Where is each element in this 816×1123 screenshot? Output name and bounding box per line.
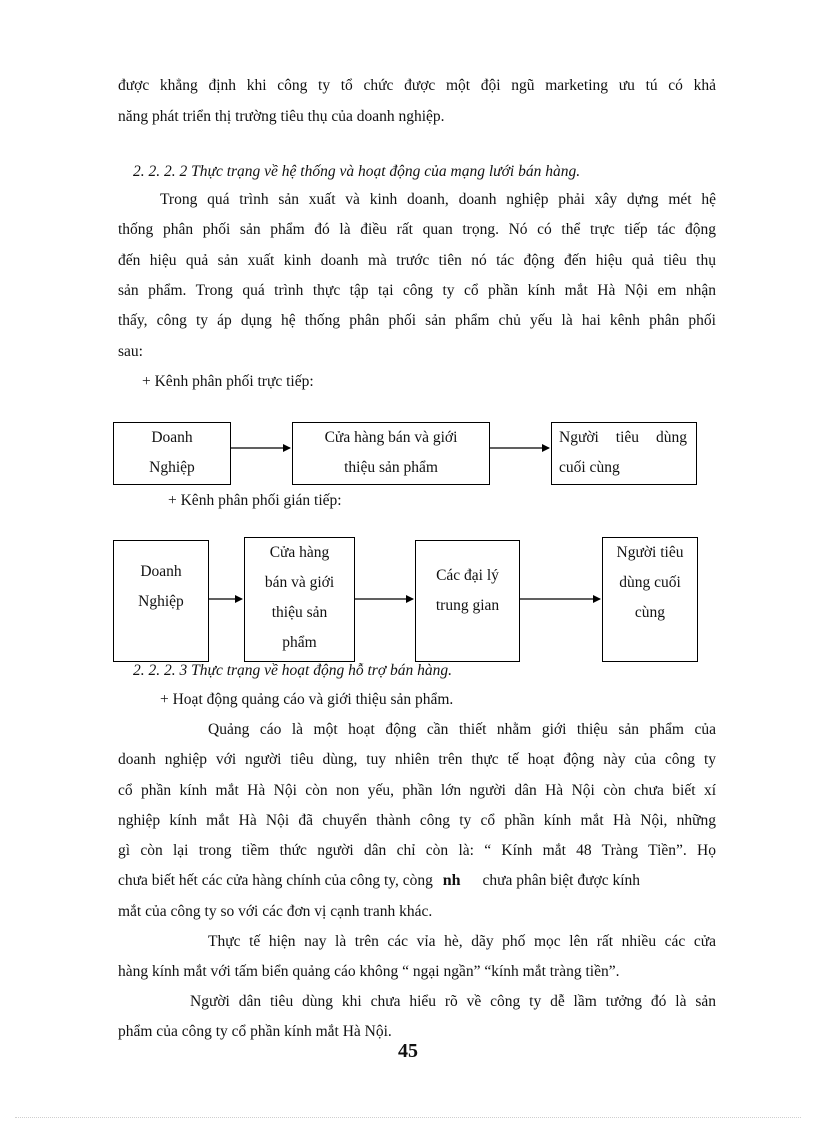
box-text: Cửa hàng [269,544,330,561]
section-heading: 2. 2. 2. 2 Thực trạng về hệ thống và hoạt động của mạng lưới bán hàng. [133,163,581,180]
paragraph-line: Quảng cáo là một hoạt động cần thiết nhằm giới thiệu sản phẩm của [208,721,716,738]
channel-label: + Kênh phân phối gián tiếp: [168,492,342,509]
box-text: cùng [634,604,666,621]
paragraph-line: Thực tế hiện nay là trên các vỉa hè, dãy phố mọc lên rất nhiều các cửa [208,933,716,950]
box-text: Các đại lý [436,567,499,584]
box-text: Nghiệp [149,459,195,476]
paragraph-line: sản phẩm. Trong quá trình thực tập tại công ty cổ phần kính mắt Hà Nội em nhận [118,282,716,299]
box-text: Người tiêu [616,544,684,561]
subheading: + Hoạt động quảng cáo và giới thiệu sản phẩm. [160,691,454,708]
text-run: chưa biết hết các cửa hàng chính của công ty, còng [118,872,433,889]
paragraph-line: đến hiệu quả sản xuất kinh doanh mà trước tiên nó tác động đến hiệu quả tiêu thụ [118,252,716,269]
paragraph-line: nghiệp kính mắt Hà Nội đã chuyển thành công ty cổ phần kính mắt Hà Nội, những [118,812,716,829]
paragraph-line: Trong quá trình sản xuất và kinh doanh, doanh nghiệp phải xây dựng mét hệ [160,191,716,208]
box-text: phẩm [282,634,317,651]
box-text: trung gian [435,597,500,614]
box-text: thiệu sản phẩm [344,459,438,476]
box-text: Nghiệp [138,593,184,610]
paragraph-line: sau: [118,343,143,360]
paragraph-line [118,871,640,891]
text-run-bold: nh [442,872,461,889]
box-text: thiệu sản [271,604,328,621]
paragraph-line: hàng kính mắt với tấm biển quảng cáo không “ ngại ngần” “kính mắt tràng tiền”. [118,963,620,980]
channel-label: + Kênh phân phối trực tiếp: [142,373,314,390]
paragraph-line: doanh nghiệp với người tiêu dùng, tuy nhiên trên thực tế hoạt động này của công ty [118,751,716,768]
page-bottom-rule [15,1117,801,1118]
page-number: 45 [398,1040,418,1062]
paragraph-line: mắt của công ty so với các đơn vị cạnh tranh khác. [118,903,433,920]
paragraph-line: thấy, công ty áp dụng hệ thống phân phối sản phẩm chủ yếu là hai kênh phân phối [118,312,716,329]
section-heading: 2. 2. 2. 3 Thực trạng về hoạt động hỗ trợ bán hàng. [133,662,452,679]
box-text: Doanh [151,429,193,446]
paragraph-line: phẩm của công ty cổ phần kính mắt Hà Nội. [118,1023,392,1040]
box-text: cuối cùng [559,459,620,476]
paragraph-line: thống phân phối sản phẩm đó là điều rất quan trọng. Nó có thể trực tiếp tác động [118,221,716,238]
paragraph-line: được khẳng định khi công ty tổ chức được một đội ngũ marketing ưu tú có khả [118,77,716,94]
paragraph-line: Người dân tiêu dùng khi chưa hiểu rõ về công ty dễ lầm tưởng đó là sản [190,993,716,1010]
box-text: dùng cuối [619,574,681,591]
paragraph-line: gì còn lại trong tiềm thức người dân chỉ còn là: “ Kính mắt 48 Tràng Tiền”. Họ [118,842,716,859]
box-text: Người tiêu dùng [559,429,687,446]
paragraph-line: cổ phần kính mắt Hà Nội còn non yếu, phần lớn người dân Hà Nội còn chưa biết xí [118,782,716,799]
text-run: chưa phân biệt được kính [482,872,641,889]
box-text: Cửa hàng bán và giới [324,429,458,446]
box-text: Doanh [140,563,182,580]
box-text: bán và giới [264,574,335,591]
paragraph-line: năng phát triển thị trường tiêu thụ của doanh nghiệp. [118,108,445,125]
